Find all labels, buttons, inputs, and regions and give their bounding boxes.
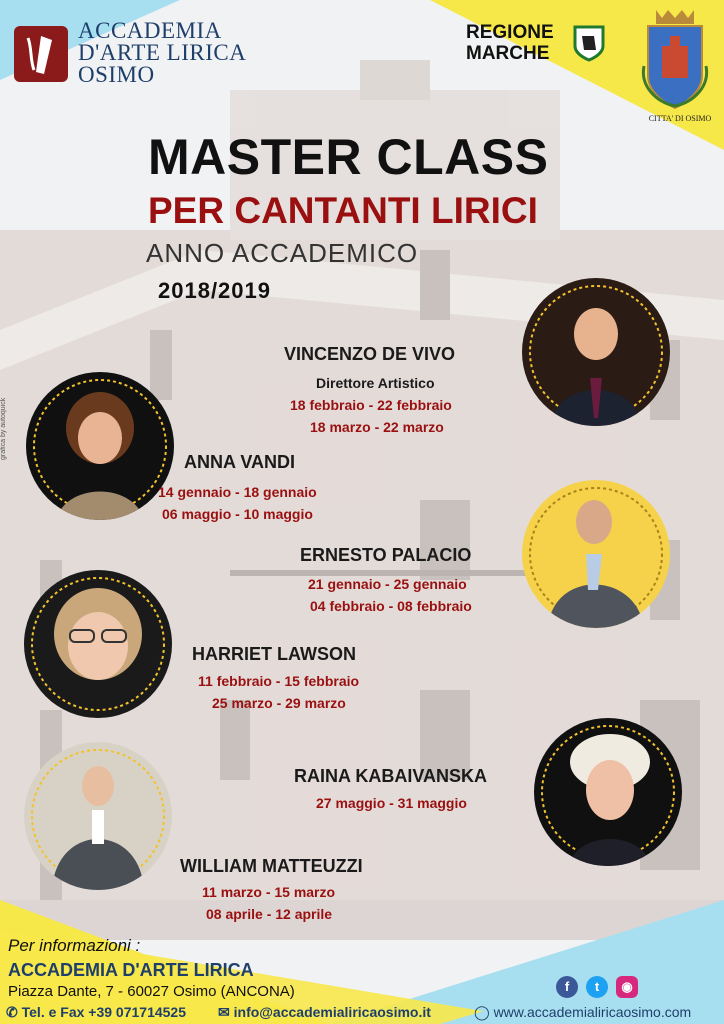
teacher-date: 08 aprile - 12 aprile bbox=[206, 906, 333, 922]
academic-year-label: ANNO ACCADEMICO bbox=[146, 238, 419, 268]
photo-anna-vandi bbox=[26, 372, 174, 520]
region-line-1: REGIONE bbox=[466, 22, 554, 43]
teacher-date: 27 maggio - 31 maggio bbox=[316, 795, 467, 811]
region-line-2: MARCHE bbox=[466, 43, 550, 64]
phone-icon: ✆ bbox=[6, 1004, 18, 1020]
info-email[interactable] bbox=[218, 1004, 431, 1021]
teacher-date: 11 febbraio - 15 febbraio bbox=[198, 673, 360, 689]
teacher-date: 18 marzo - 22 marzo bbox=[310, 419, 444, 435]
teacher-name-harriet-lawson: HARRIET LAWSON bbox=[192, 644, 356, 664]
teacher-name-raina-kabaivanska: RAINA KABAIVANSKA bbox=[294, 766, 487, 786]
city-label: CITTA' DI OSIMO bbox=[648, 114, 712, 123]
globe-icon: ◯ bbox=[474, 1004, 490, 1020]
photo-william-matteuzzi bbox=[24, 742, 172, 890]
photo-harriet-lawson bbox=[24, 570, 172, 718]
twitter-icon[interactable]: t bbox=[586, 976, 608, 998]
design-credit: grafica by autoquick bbox=[0, 397, 7, 460]
teacher-date: 21 gennaio - 25 gennaio bbox=[308, 576, 467, 592]
teacher-role-vincenzo-de-vivo: Direttore Artistico bbox=[316, 375, 435, 391]
academy-logo-text bbox=[78, 20, 246, 86]
teacher-name-ernesto-palacio: ERNESTO PALACIO bbox=[300, 545, 472, 565]
city-crest-icon bbox=[636, 6, 714, 114]
academic-year: 2018/2019 bbox=[158, 278, 271, 303]
teacher-date: 11 marzo - 15 marzo bbox=[202, 884, 336, 900]
photo-raina-kabaivanska bbox=[534, 718, 682, 866]
title-master-class: MASTER CLASS bbox=[148, 129, 549, 185]
facebook-icon[interactable]: f bbox=[556, 976, 578, 998]
teacher-date: 06 maggio - 10 maggio bbox=[162, 506, 313, 522]
info-address: Piazza Dante, 7 - 60027 Osimo (ANCONA) bbox=[8, 983, 295, 1000]
instagram-icon[interactable]: ◉ bbox=[616, 976, 638, 998]
info-label: Per informazioni : bbox=[8, 936, 141, 955]
info-phone[interactable] bbox=[6, 1004, 186, 1021]
photo-vincenzo-de-vivo bbox=[522, 278, 670, 426]
photo-ernesto-palacio bbox=[522, 480, 670, 628]
phone-text: Tel. e Fax +39 071714525 bbox=[21, 1004, 186, 1020]
academy-line-1: ACCADEMIA bbox=[78, 18, 222, 43]
academy-logo-icon bbox=[14, 26, 68, 82]
academy-line-2: D'ARTE LIRICA bbox=[78, 40, 247, 65]
info-org: ACCADEMIA D'ARTE LIRICA bbox=[8, 960, 254, 980]
title-subtitle: PER CANTANTI LIRICI bbox=[148, 190, 538, 231]
teacher-date: 14 gennaio - 18 gennaio bbox=[158, 484, 317, 500]
mail-icon: ✉ bbox=[218, 1004, 230, 1020]
website-text: www.accademialiricaosimo.com bbox=[493, 1004, 692, 1020]
teacher-name-anna-vandi: ANNA VANDI bbox=[184, 452, 295, 472]
teacher-date: 04 febbraio - 08 febbraio bbox=[310, 598, 472, 614]
teacher-name-william-matteuzzi: WILLIAM MATTEUZZI bbox=[180, 856, 363, 876]
email-text: info@accademialiricaosimo.it bbox=[233, 1004, 431, 1020]
region-label bbox=[466, 22, 554, 64]
info-website[interactable] bbox=[474, 1004, 691, 1021]
teacher-date: 18 febbraio - 22 febbraio bbox=[290, 397, 452, 413]
teacher-name-vincenzo-de-vivo: VINCENZO DE VIVO bbox=[284, 344, 456, 364]
region-shield-icon bbox=[572, 24, 606, 62]
teacher-date: 25 marzo - 29 marzo bbox=[212, 695, 346, 711]
academy-line-3: OSIMO bbox=[78, 62, 155, 87]
